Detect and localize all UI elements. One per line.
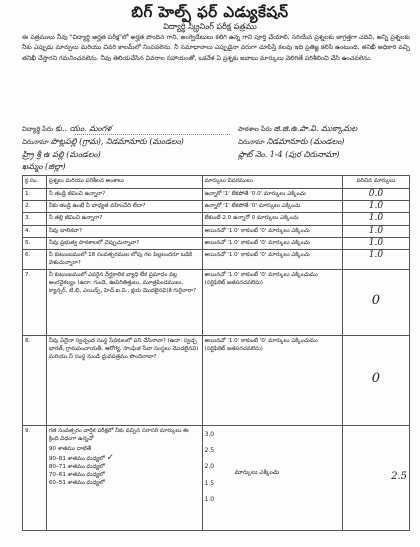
address-row-2 [22, 150, 101, 161]
row-criteria: లేకుంటే 2.0 ఉన్నారో 0 మార్కులు ఎక్కించు [202, 213, 342, 225]
grades-list [49, 445, 200, 487]
table-row [23, 237, 410, 249]
row-no: 7. [23, 270, 47, 336]
scale-value: 2.0 [204, 463, 215, 471]
grade-item: 70–61 శాతము మధ్యలో [48, 472, 105, 479]
table-row [23, 426, 410, 531]
row-criteria: ఉన్నారో '1' లేకపోతే '0' మార్కులు ఎక్కించు [202, 201, 342, 213]
row-no: 9. [23, 426, 47, 531]
table-row [23, 336, 410, 426]
checkmark-icon: ✓ [106, 452, 115, 463]
row-criteria: అయినచో '1.0' కాకుంటే '0' మార్కులు ఎక్కించు [202, 237, 342, 249]
form-subtitle: విద్యార్థి స్క్రీనింగ్ పరీక్ష పత్రము [163, 22, 257, 31]
table-row [23, 225, 410, 237]
row-no: 6. [23, 250, 47, 270]
col-header-no: క్ర.సం. [23, 176, 47, 189]
row-no: 2. [23, 201, 47, 213]
row-criteria-scale [202, 426, 342, 531]
row-criteria: అయినచో '1.0' కాకుంటే '0' మార్కులు ఎక్కించుము (సర్టిఫికెట్ జతపరచవలెను) [202, 270, 342, 336]
row-mark-cell [342, 237, 409, 249]
row-mark-cell [342, 213, 409, 225]
table-row [23, 270, 410, 336]
student-name-value: కు.. యం. మంగళ [55, 124, 112, 133]
table-row [23, 250, 410, 270]
student-name-label: విద్యార్థి పేరు [22, 125, 54, 133]
row-no: 5. [23, 237, 47, 249]
table-row [23, 213, 410, 225]
address-value: పొట్లపల్లి (గ్రామ), నిడమానూరు (మండలం) [50, 137, 184, 146]
row-question: నీ తల్లి జీవించి ఉన్నారా? [46, 213, 202, 225]
row-question-grades [46, 426, 202, 531]
row-mark: 0 [371, 371, 381, 387]
table-header-row [23, 176, 410, 189]
row-criteria: ఉన్నారో '1' లేకపోతే '0.0' మార్కులు ఎక్కించు [202, 189, 342, 201]
row-mark-cell [342, 225, 409, 237]
col-header-marks: పరిచిన మార్కులు [342, 176, 409, 189]
school-address-row-2 [238, 150, 339, 161]
row-question: నీవు బాలికవా? [46, 225, 202, 237]
row-mark-cell [342, 201, 409, 213]
form-title: బిగ్ హెల్ప్ ఫర్ ఎడ్యుకేషన్ [131, 3, 289, 21]
address-line-2: హ్ర్రి శ్రీ ఉ పల్లి (మండలం) [22, 150, 101, 159]
district-row [22, 162, 65, 173]
row-mark-cell [342, 189, 409, 201]
scale-value: 2.5 [204, 447, 215, 455]
row-criteria: అయినచో '1.0' కాకుంటే '0' మార్కులు ఎక్కించు [202, 225, 342, 237]
address-label: చిరునామా [22, 138, 49, 146]
school-address-label: చిరునామా [238, 138, 265, 146]
scale-value: 3.0 [204, 431, 215, 439]
instructions-paragraph: ఈ పత్రములు నీవు "విద్యార్థి అర్హత పరీక్ష"లో అర్హత పొందిన గాని, అంగ్వెడేటులు కలిగి ఉన్న గాని పూర్తి చేయాలి, సరియేన ప్రశ్నలకు జాగ్రత్తగా చదివి, అన్ని ప్రశ్నలకు నీకు ఎప్పుడు మార్పులు మరియు చివరి కాలమ్‌లో నింపవలెను. నీ సమాధానాలు ఎప్పుడైనా వరుగా చూపిస్తే కలవు ఇది ప్రతిజ్ఞ కలిసే ఉంటుంది, తనిఖీ అధికారి వచ్చి తనిఖీ చేస్తారని గమనించవలెను. నీవు తెలియచేసిన వివరాల సహాయంతో, ఒకవేళ ఏ ప్రశ్నకు జవాబు మార్కులు వెలిగితే పరిశీలించి చేసి ఉంచవలెను. [22, 34, 410, 62]
row-mark: 0 [371, 293, 381, 309]
district-value: ఖమ్మం (జిల్లా) [22, 162, 66, 171]
scale-value: 1.5 [204, 479, 215, 487]
row-criteria: అయినచో '1.0' కాకుంటే '0' మార్కులు ఎక్కించు [202, 250, 342, 270]
row-mark: 1.0 [368, 237, 384, 248]
table-row [23, 189, 410, 201]
row-mark: 0.0 [368, 189, 384, 199]
table-row [23, 201, 410, 213]
grade-item: 60–51 శాతము మధ్యలో [48, 480, 105, 487]
grades-intro: గత సంవత్సరం వార్షిక పరీక్షలో నీకు వచ్చిన సరాసరి మార్కులు ఈ క్రింది విధంగా ఉన్నచో [48, 428, 189, 443]
address-row [22, 137, 184, 148]
school-address-value: నిడమానూరు (మండలం) [266, 137, 345, 146]
row-no: 8. [23, 336, 47, 426]
row-mark: 1.0 [368, 201, 384, 212]
row-no: 3. [23, 213, 47, 225]
row-no: 4. [23, 225, 47, 237]
screening-table [22, 175, 410, 531]
row-mark-cell [342, 336, 409, 426]
row-question: నీ తండ్రి జీవించి ఉన్నారా? [46, 189, 202, 201]
row-mark-cell [342, 426, 409, 531]
school-address-row [238, 137, 344, 148]
row-question: నీవు ఏదైనా స్వచ్ఛంద సంస్థ సేవకులలో పని చేసినావా? (ఉదా: స్వచ్ఛ భారత్, గ్రామపంచాయతీ, ఆరోగ్య, సాంఘిక సేవా సంస్థలు మొదలైనవి) మరియు నీ సంస్థ నుండి ధ్రువపత్రము పొందినావా? [46, 336, 202, 426]
grade-item: 80–71 శాతము మధ్యలో [48, 463, 105, 470]
row-mark: 1.0 [368, 225, 384, 236]
row-mark: 1.0 [368, 250, 384, 261]
grade-item: 90 శాతము దాటితే [48, 446, 92, 453]
school-name-row [238, 124, 357, 135]
grade-item-label: 90–81 శాతము మధ్యలో [48, 455, 105, 462]
row-no: 1. [23, 189, 47, 201]
name-underline [75, 134, 230, 135]
row-question: నీ కుటుంబములో 18 సంవత్సరముల లోపు గల పిల్లలందరూ బడికి వెళుచున్నారా? [46, 250, 202, 270]
row-question: నీకు తండ్రి ఉంటే నీ బాధ్యత వహించేది లేదా? [46, 201, 202, 213]
school-name-label: పాఠశాల పేరు [238, 125, 272, 133]
row-question: నీవు ప్రభుత్వ పాఠశాలలో చెప్పుచున్నావా? [46, 237, 202, 249]
row-mark: 1.0 [368, 213, 384, 224]
marks-scale [205, 431, 227, 504]
row-mark-cell [342, 250, 409, 270]
school-address-line-2: ప్లాట్ నెం. 1-4 (పుర చిరునామా) [238, 150, 340, 159]
scale-value: 1.0 [204, 495, 215, 503]
col-header-criteria: మార్కులు వివరములు [202, 176, 342, 189]
row-criteria: అయినచో '1.0' కాకుంటే '0' మార్కులు ఎక్కించుము (సర్టిఫికెట్ జతపరచవలెను) [202, 336, 342, 426]
row-question: నీ కుటుంబములో ఎవరైన దీర్ఘకాలిక వ్యాధి లేక ప్రమాదం వల్ల అంగవైకల్యం (ఉదా: గుండె, ఊపిరితిత్తులు, మూత్రపిండములు, క్యాన్సర్, టి.బి, ఎయిడ్స్, హెచ్.ఐ.వి., క్షయ మొదలైనవి)కి గురైనారా? [46, 270, 202, 336]
scale-description: మార్కులు ఎక్కించు [234, 469, 280, 477]
row-mark-cell [342, 270, 409, 336]
col-header-question: ప్రశ్నలు మరియు పరిశీలన అంశాలు [46, 176, 202, 189]
row-mark: 2.5 [391, 471, 407, 483]
grade-item-checked [49, 454, 200, 463]
school-name-value: జి.జి.ఉ.పా.వి. ముక్కామల [273, 124, 358, 133]
